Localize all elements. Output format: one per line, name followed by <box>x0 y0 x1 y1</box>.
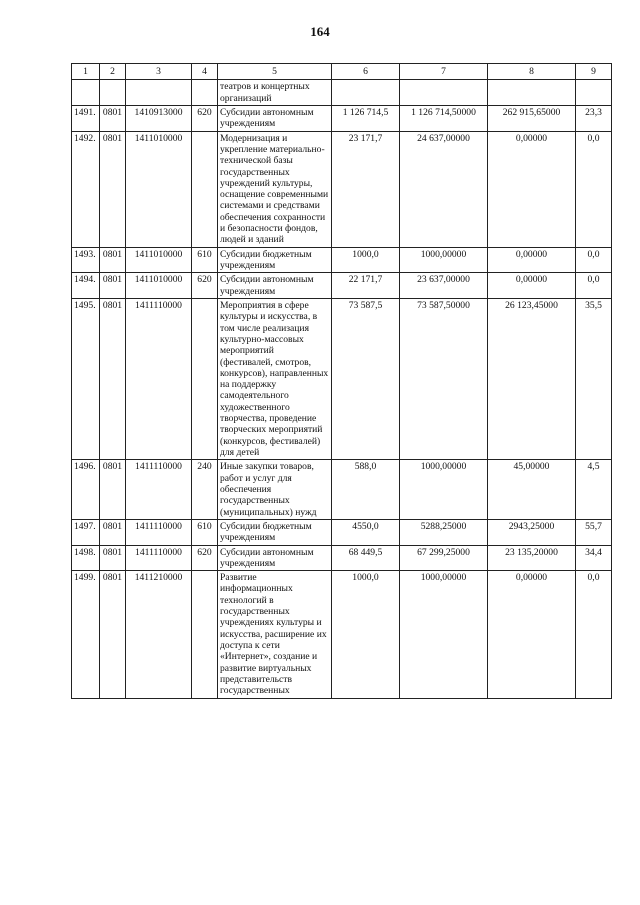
row-number: 1492. <box>72 131 100 247</box>
section-code: 0801 <box>100 247 126 273</box>
adjusted-value: 1000,00000 <box>400 247 488 273</box>
item-name: Модернизация и укрепление материально-технической базы государственных учреждений культуры, оснащение современными системами и средствами обеспечения сохранности и безопасности фондов, людей и зданий <box>218 131 332 247</box>
actual-value: 0,00000 <box>488 571 576 698</box>
plan-value: 73 587,5 <box>332 298 400 459</box>
col-header: 1 <box>72 64 100 80</box>
actual-value: 2943,25000 <box>488 519 576 545</box>
table-row <box>72 519 612 545</box>
plan-value: 22 171,7 <box>332 273 400 299</box>
col-header: 6 <box>332 64 400 80</box>
item-name: Субсидии бюджетным учреждениям <box>218 519 332 545</box>
percent-value: 0,0 <box>576 273 612 299</box>
adjusted-value: 1000,00000 <box>400 571 488 698</box>
expense-type-code <box>192 80 218 106</box>
percent-value: 35,5 <box>576 298 612 459</box>
page-number: 164 <box>310 24 330 39</box>
plan-value: 1 126 714,5 <box>332 105 400 131</box>
plan-value: 23 171,7 <box>332 131 400 247</box>
row-number <box>72 80 100 106</box>
table-row <box>72 273 612 299</box>
percent-value: 23,3 <box>576 105 612 131</box>
header-row <box>72 64 612 80</box>
item-name: Субсидии автономным учреждениям <box>218 105 332 131</box>
section-code: 0801 <box>100 571 126 698</box>
adjusted-value <box>400 80 488 106</box>
actual-value: 262 915,65000 <box>488 105 576 131</box>
adjusted-value: 23 637,00000 <box>400 273 488 299</box>
row-number: 1495. <box>72 298 100 459</box>
item-name: Иные закупки товаров, работ и услуг для обеспечения государственных (муниципальных) нужд <box>218 460 332 520</box>
section-code: 0801 <box>100 460 126 520</box>
expense-type-code: 240 <box>192 460 218 520</box>
target-code: 1411110000 <box>126 460 192 520</box>
adjusted-value: 1 126 714,50000 <box>400 105 488 131</box>
percent-value <box>576 80 612 106</box>
row-number: 1498. <box>72 545 100 571</box>
percent-value: 0,0 <box>576 571 612 698</box>
col-header: 8 <box>488 64 576 80</box>
col-header: 7 <box>400 64 488 80</box>
col-header: 4 <box>192 64 218 80</box>
adjusted-value: 73 587,50000 <box>400 298 488 459</box>
target-code: 1411010000 <box>126 273 192 299</box>
plan-value: 4550,0 <box>332 519 400 545</box>
section-code: 0801 <box>100 273 126 299</box>
expense-type-code: 620 <box>192 105 218 131</box>
table-row <box>72 545 612 571</box>
table-row <box>72 131 612 247</box>
adjusted-value: 5288,25000 <box>400 519 488 545</box>
table-row <box>72 298 612 459</box>
actual-value: 0,00000 <box>488 273 576 299</box>
section-code: 0801 <box>100 545 126 571</box>
target-code: 1411010000 <box>126 247 192 273</box>
actual-value: 0,00000 <box>488 131 576 247</box>
row-number: 1491. <box>72 105 100 131</box>
item-name: Развитие информационных технологий в государственных учреждениях культуры и искусства, расширение их доступа к сети «Интернет», создание и развитие виртуальных представительств государственных <box>218 571 332 698</box>
table-row <box>72 105 612 131</box>
plan-value: 68 449,5 <box>332 545 400 571</box>
expense-type-code: 620 <box>192 545 218 571</box>
section-code <box>100 80 126 106</box>
actual-value: 0,00000 <box>488 247 576 273</box>
target-code: 1411110000 <box>126 298 192 459</box>
target-code: 1411110000 <box>126 519 192 545</box>
row-number: 1494. <box>72 273 100 299</box>
percent-value: 55,7 <box>576 519 612 545</box>
row-number: 1496. <box>72 460 100 520</box>
col-header: 3 <box>126 64 192 80</box>
plan-value: 1000,0 <box>332 571 400 698</box>
table-row <box>72 460 612 520</box>
adjusted-value: 67 299,25000 <box>400 545 488 571</box>
adjusted-value: 24 637,00000 <box>400 131 488 247</box>
percent-value: 0,0 <box>576 131 612 247</box>
col-header: 5 <box>218 64 332 80</box>
table-row <box>72 247 612 273</box>
expense-type-code: 610 <box>192 247 218 273</box>
expense-type-code: 620 <box>192 273 218 299</box>
col-header: 2 <box>100 64 126 80</box>
item-name: Субсидии бюджетным учреждениям <box>218 247 332 273</box>
target-code: 1410913000 <box>126 105 192 131</box>
plan-value <box>332 80 400 106</box>
row-number: 1497. <box>72 519 100 545</box>
budget-table <box>71 63 612 699</box>
expense-type-code: 610 <box>192 519 218 545</box>
actual-value: 26 123,45000 <box>488 298 576 459</box>
adjusted-value: 1000,00000 <box>400 460 488 520</box>
plan-value: 588,0 <box>332 460 400 520</box>
percent-value: 34,4 <box>576 545 612 571</box>
table-row <box>72 80 612 106</box>
target-code: 1411110000 <box>126 545 192 571</box>
section-code: 0801 <box>100 519 126 545</box>
row-number: 1499. <box>72 571 100 698</box>
section-code: 0801 <box>100 131 126 247</box>
col-header: 9 <box>576 64 612 80</box>
item-name: театров и концертных организаций <box>218 80 332 106</box>
expense-type-code <box>192 298 218 459</box>
item-name: Субсидии автономным учреждениям <box>218 273 332 299</box>
percent-value: 0,0 <box>576 247 612 273</box>
row-number: 1493. <box>72 247 100 273</box>
plan-value: 1000,0 <box>332 247 400 273</box>
actual-value: 45,00000 <box>488 460 576 520</box>
expense-type-code <box>192 571 218 698</box>
expense-type-code <box>192 131 218 247</box>
section-code: 0801 <box>100 105 126 131</box>
item-name: Субсидии автономным учреждениям <box>218 545 332 571</box>
actual-value <box>488 80 576 106</box>
target-code <box>126 80 192 106</box>
target-code: 1411210000 <box>126 571 192 698</box>
item-name: Мероприятия в сфере культуры и искусства, в том числе реализация культурно-массовых мероприятий (фестивалей, смотров, конкурсов), направленных на поддержку самодеятельного художественного творчества, проведение творческих мероприятий (конкурсов, фестивалей) для детей <box>218 298 332 459</box>
section-code: 0801 <box>100 298 126 459</box>
actual-value: 23 135,20000 <box>488 545 576 571</box>
percent-value: 4,5 <box>576 460 612 520</box>
table-row <box>72 571 612 698</box>
target-code: 1411010000 <box>126 131 192 247</box>
